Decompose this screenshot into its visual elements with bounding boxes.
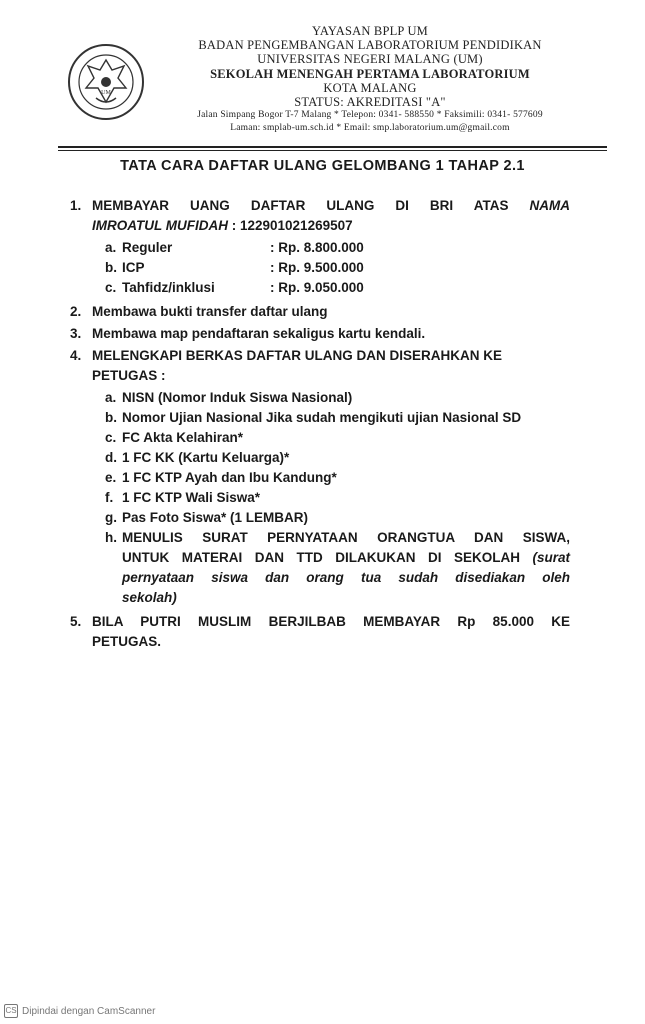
document-item-photo: g. Pas Foto Siswa* (1 LEMBAR) <box>105 510 309 525</box>
fee-row-icp: b. ICP : Rp. 9.500.000 <box>70 258 570 278</box>
svg-text:UM: UM <box>101 90 111 96</box>
document-item-ujian: b. Nomor Ujian Nasional Jika sudah mengikuti ujian Nasional SD <box>105 410 522 425</box>
camscanner-icon: CS <box>4 1004 18 1018</box>
list-item-2: 2. Membawa bukti transfer daftar ulang <box>70 304 328 319</box>
account-name: IMROATUL MUFIDAH <box>92 218 228 233</box>
list-item-4: 4. MELENGKAPI BERKAS DAFTAR ULANG DAN DISERAHKAN KE PETUGAS : <box>70 348 503 383</box>
document-item-ktp-parents: e. 1 FC KTP Ayah dan Ibu Kandung* <box>105 470 337 485</box>
document-item-akta: c. FC Akta Kelahiran* <box>105 430 244 445</box>
school-logo <box>66 42 146 122</box>
fee-row-reguler: a. Reguler : Rp. 8.800.000 <box>70 238 570 258</box>
divider-thin <box>58 150 607 151</box>
list-item-3: 3. Membawa map pendaftaran sekaligus kartu kendali. <box>70 326 426 341</box>
letterhead <box>0 0 645 150</box>
item-1-line-2 <box>92 216 570 236</box>
document-item-kk: d. 1 FC KK (Kartu Keluarga)* <box>105 450 290 465</box>
account-number: : 122901021269507 <box>231 218 353 233</box>
scanner-text: Dipindai dengan CamScanner <box>22 1005 156 1017</box>
contact-line: Laman: smplab-um.sch.id * Email: smp.laboratorium.um@gmail.com <box>230 123 510 134</box>
fee-label: Tahfidz/inklusi <box>122 280 215 295</box>
item-number: 1. <box>70 198 82 213</box>
city-name: KOTA MALANG <box>323 80 417 95</box>
accreditation-status: STATUS: AKREDITASI "A" <box>294 95 446 110</box>
fee-value: : Rp. 9.050.000 <box>270 280 364 295</box>
fee-row-tahfidz: c. Tahfidz/inklusi : Rp. 9.050.000 <box>70 278 570 298</box>
instruction-list <box>70 196 570 654</box>
scanner-watermark <box>4 1004 155 1018</box>
document-item-statement: h. MENULIS SURAT PERNYATAAN ORANGTUA DAN SISWA, UNTUK MATERAI DAN TTD DILAKUKAN DI SEKOLAH (surat pernyataan siswa dan orang tua sudah disediakan oleh sekolah) <box>105 530 570 605</box>
fee-label: Reguler <box>122 240 173 255</box>
document-item-nisn: a. NISN (Nomor Induk Siswa Nasional) <box>105 390 353 405</box>
agency-name: BADAN PENGEMBANGAN LABORATORIUM PENDIDIKAN <box>198 38 542 53</box>
document-item-ktp-wali: f. 1 FC KTP Wali Siswa* <box>105 490 261 505</box>
document-title: TATA CARA DAFTAR ULANG GELOMBANG 1 TAHAP 2.1 <box>120 158 525 174</box>
item-1-line-1: MEMBAYAR UANG DAFTAR ULANG DI BRI ATAS NAMA <box>92 198 570 213</box>
fee-label: ICP <box>122 260 145 275</box>
list-item-5: 5. BILA PUTRI MUSLIM BERJILBAB MEMBAYAR Rp 85.000 KE PETUGAS. <box>70 614 570 649</box>
address-line: Jalan Simpang Bogor T-7 Malang * Telepon: 0341- 588550 * Faksimili: 0341- 577609 <box>197 110 543 121</box>
list-item-1 <box>70 196 570 236</box>
school-name: SEKOLAH MENENGAH PERTAMA LABORATORIUM <box>210 66 530 81</box>
school-emblem-icon <box>66 42 146 122</box>
fee-value: : Rp. 8.800.000 <box>270 240 364 255</box>
letterhead-text <box>150 24 590 135</box>
university-name: UNIVERSITAS NEGERI MALANG (UM) <box>257 52 483 67</box>
divider-thick <box>58 146 607 148</box>
foundation-name: YAYASAN BPLP UM <box>311 24 428 38</box>
fee-value: : Rp. 9.500.000 <box>270 260 364 275</box>
